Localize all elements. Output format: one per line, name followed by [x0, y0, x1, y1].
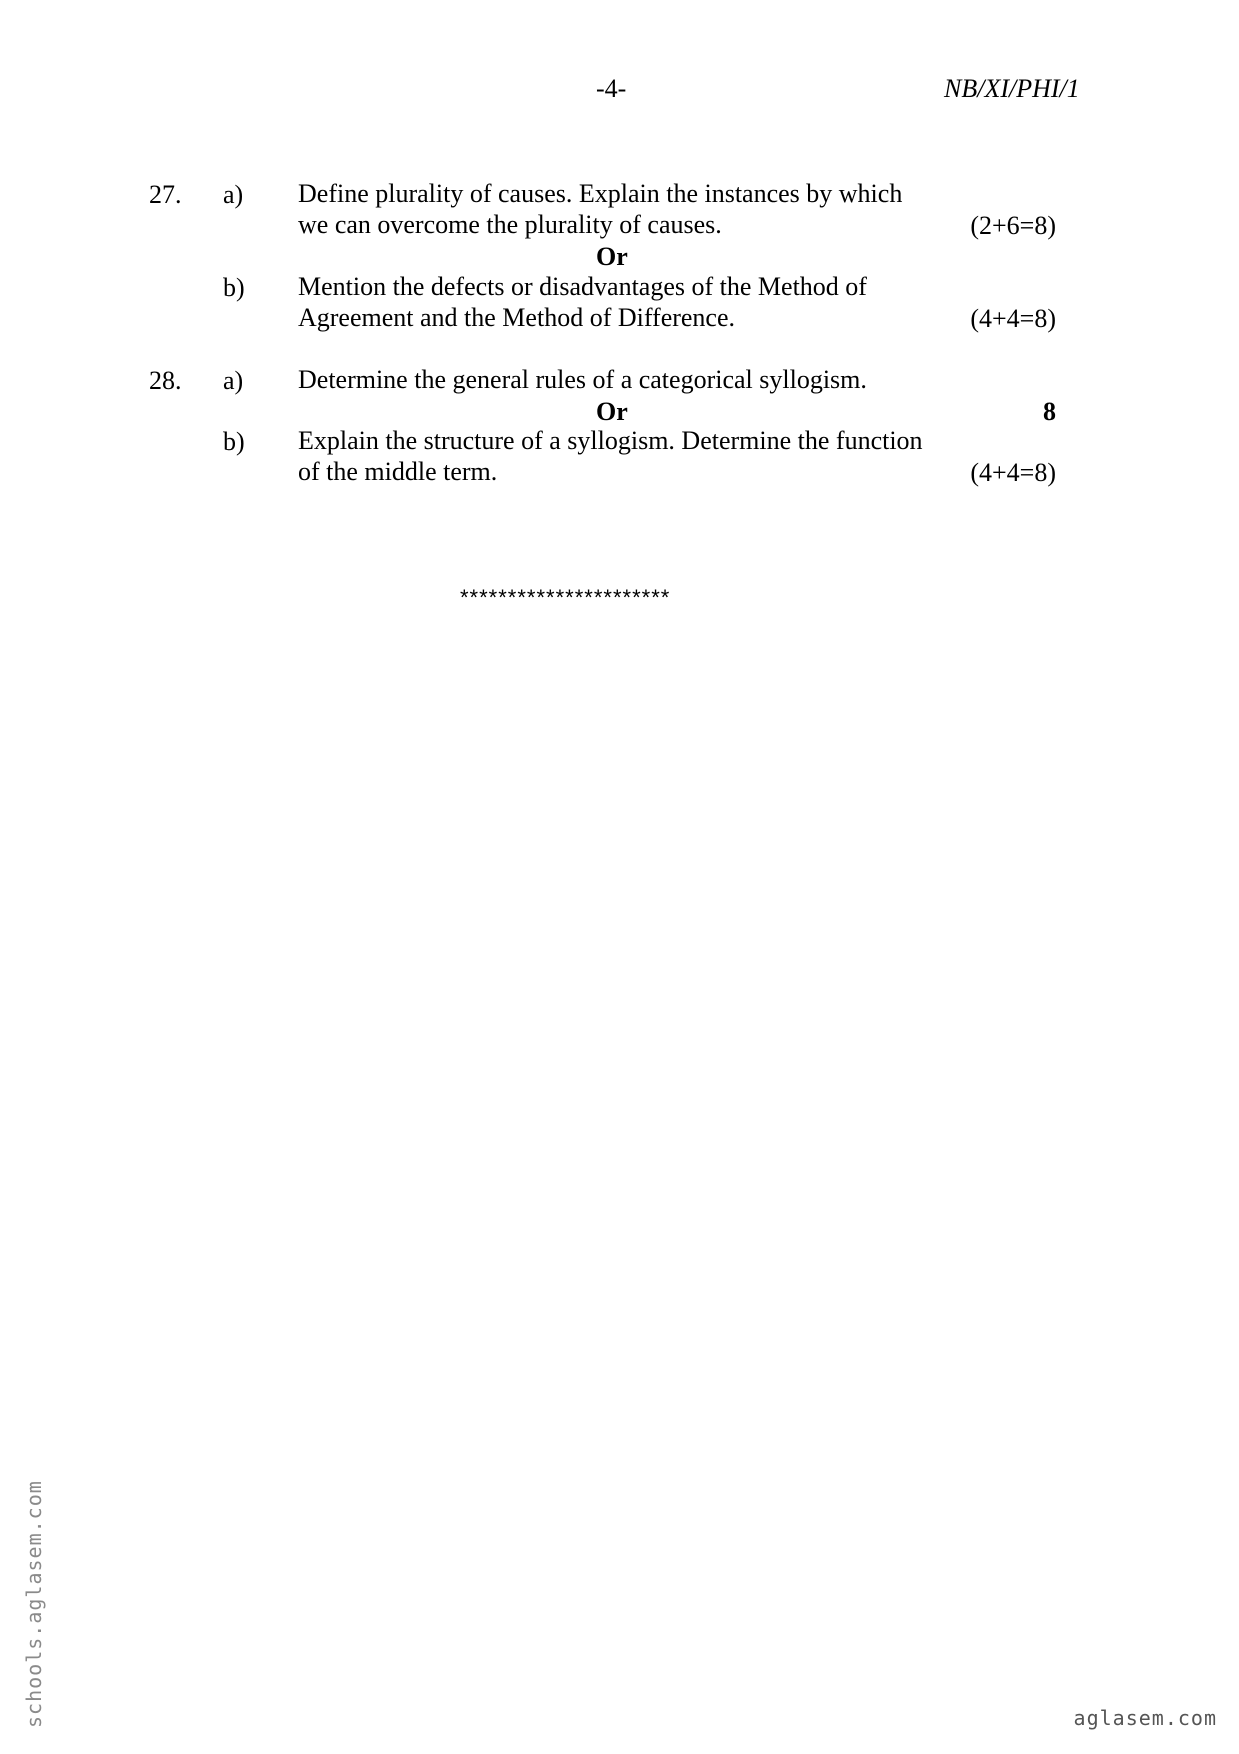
question-line: Define plurality of causes. Explain the instances by which	[298, 179, 903, 208]
side-watermark: schools.aglasem.com	[22, 1480, 46, 1728]
question-text	[298, 271, 867, 333]
end-marker: **********************	[460, 585, 671, 610]
question-number: 28.	[149, 366, 182, 395]
question-line: of the middle term.	[298, 457, 498, 486]
or-separator: Or	[596, 242, 628, 271]
part-label: a)	[223, 366, 244, 395]
question-line: Agreement and the Method of Difference.	[298, 303, 736, 332]
question-text	[298, 364, 867, 395]
part-label: b)	[223, 273, 245, 302]
question-line: Determine the general rules of a categorical syllogism.	[298, 365, 867, 394]
question-line: Explain the structure of a syllogism. Determine the function	[298, 426, 923, 455]
part-label: a)	[223, 180, 244, 209]
paper-code: NB/XI/PHI/1	[944, 74, 1080, 103]
question-text	[298, 425, 923, 487]
question-text	[298, 178, 902, 240]
question-line: we can overcome the plurality of causes.	[298, 210, 722, 239]
marks-label: (4+4=8)	[970, 304, 1056, 333]
part-label: b)	[223, 427, 245, 456]
page-number: -4-	[596, 74, 627, 103]
or-separator: Or	[596, 397, 628, 426]
marks-label: (4+4=8)	[970, 458, 1056, 487]
question-line: Mention the defects or disadvantages of the Method of	[298, 272, 867, 301]
marks-label: (2+6=8)	[970, 211, 1056, 240]
marks-label: 8	[1043, 397, 1056, 426]
corner-watermark: aglasem.com	[1073, 1706, 1217, 1730]
question-number: 27.	[149, 180, 182, 209]
